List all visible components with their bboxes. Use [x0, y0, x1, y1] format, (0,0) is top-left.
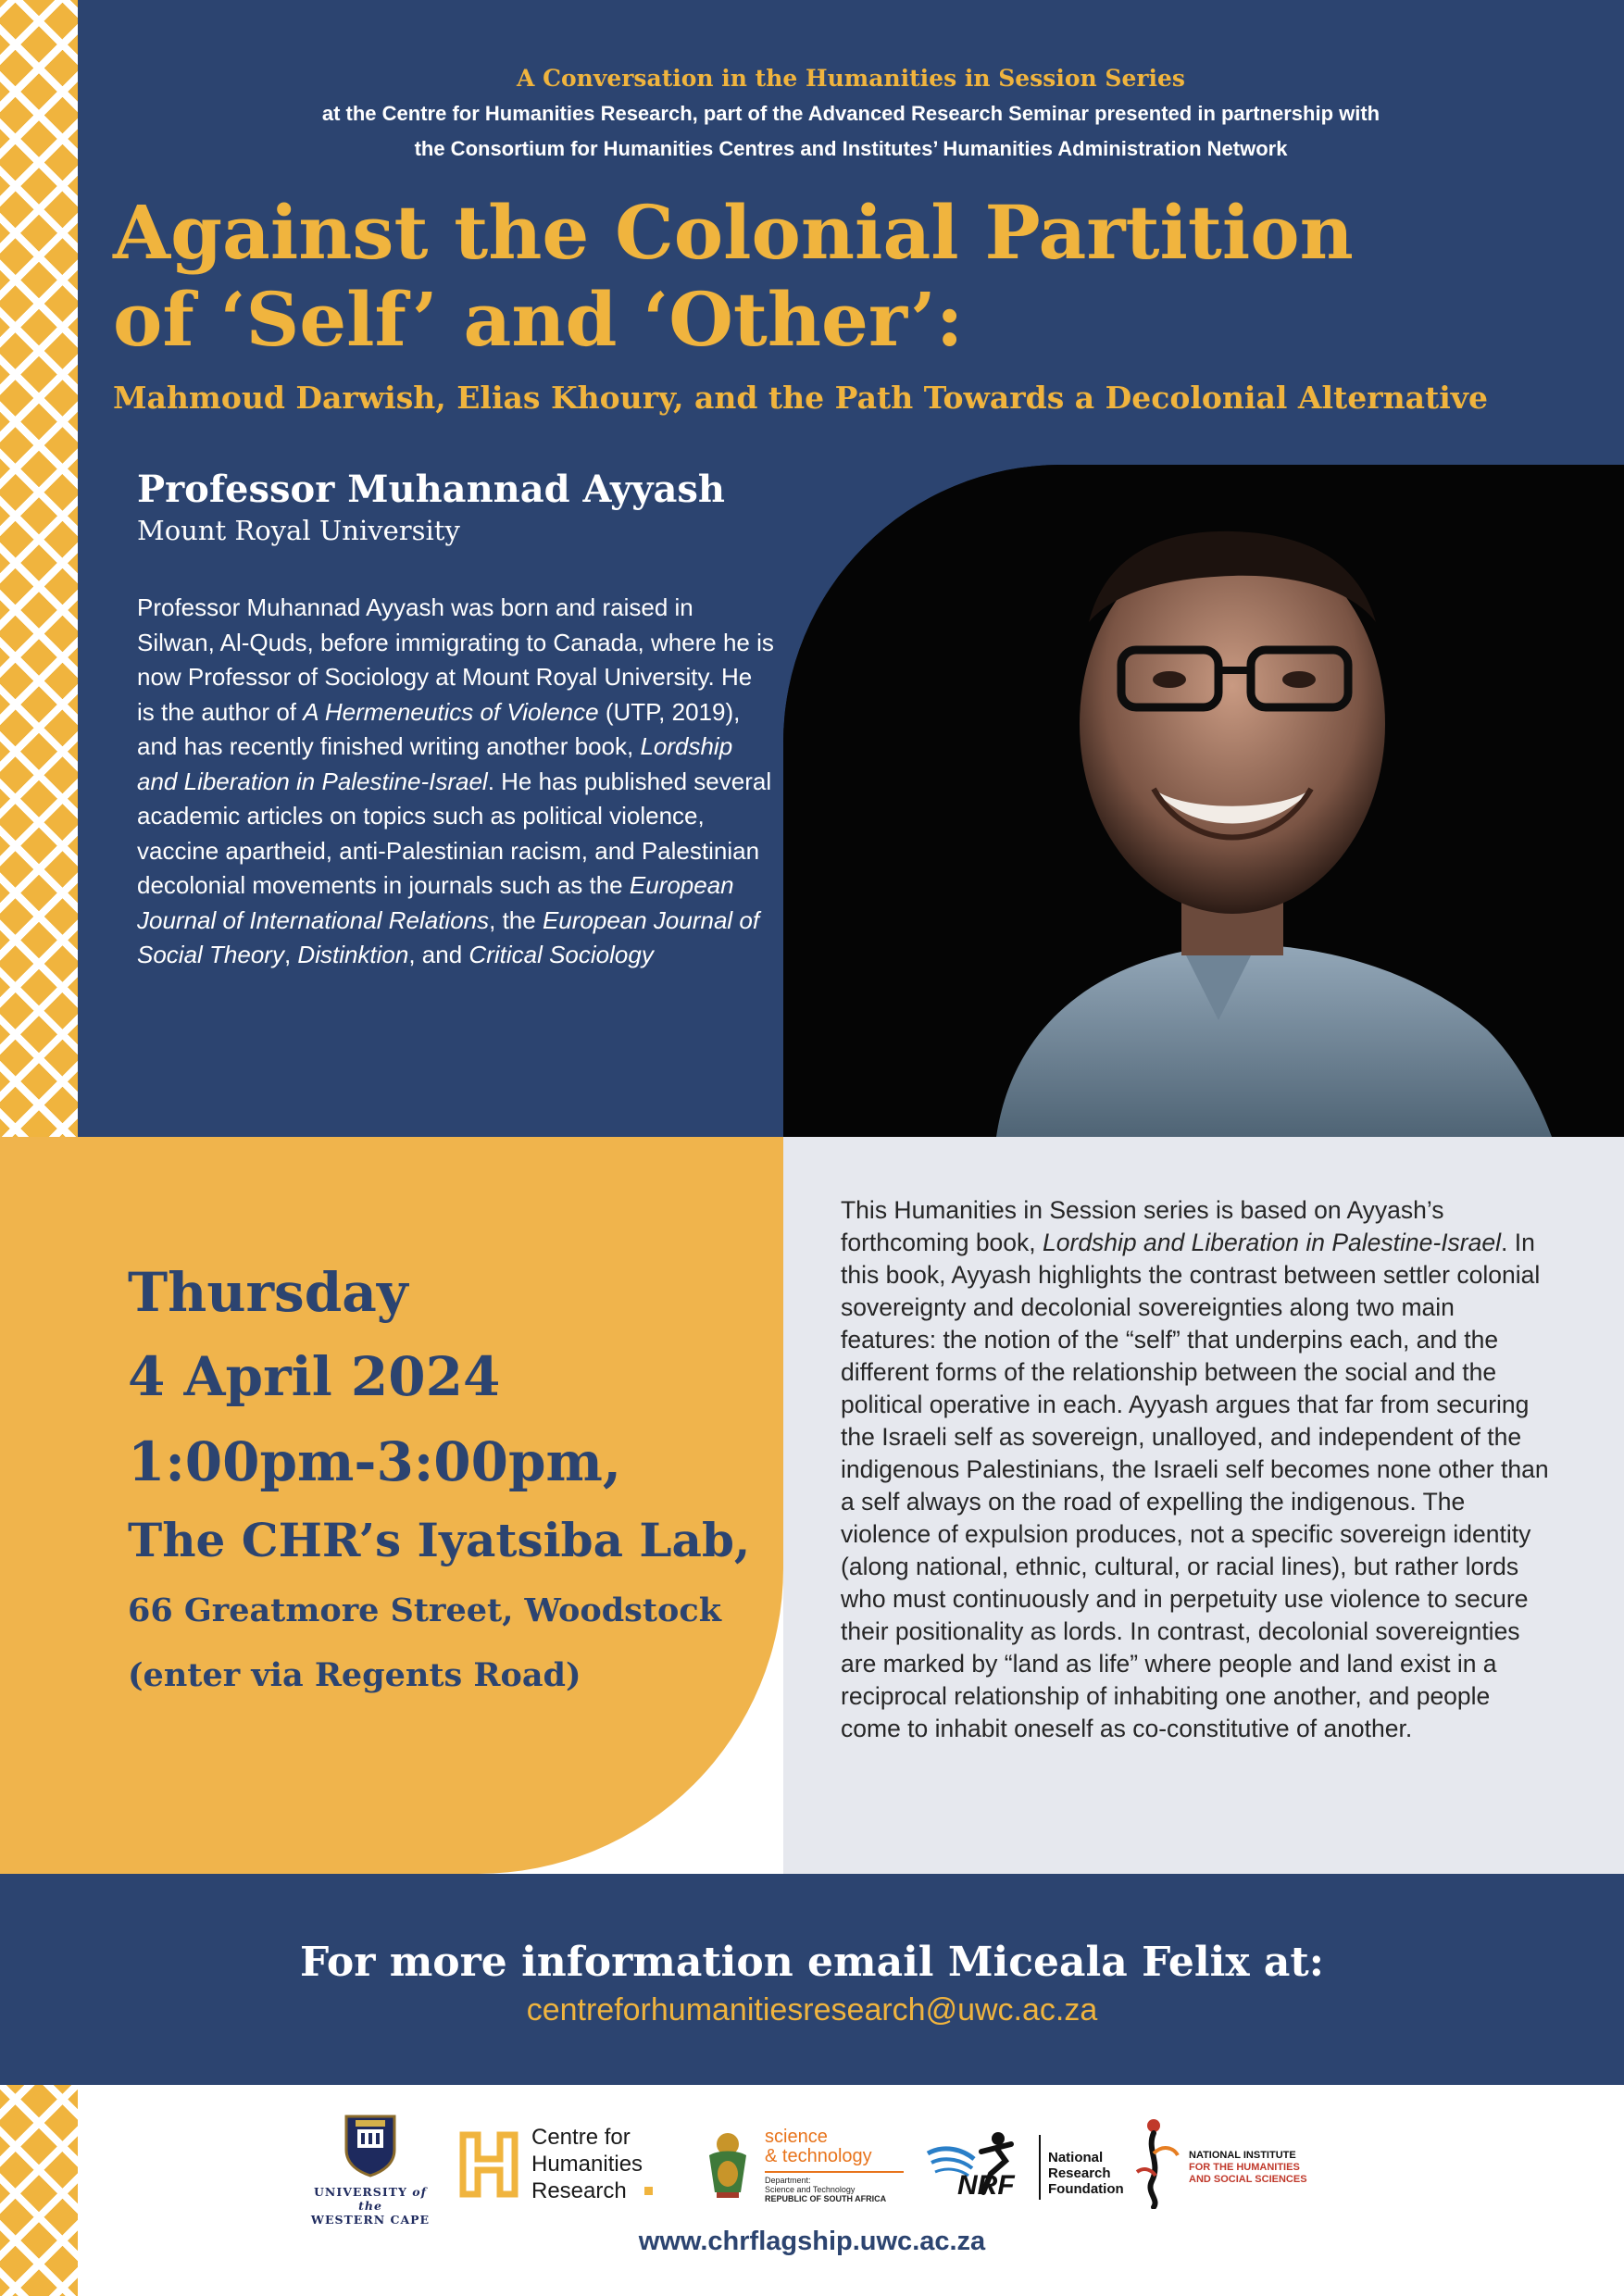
- dst-logo-line3: Department:: [765, 2176, 811, 2185]
- partner-line-2: the Consortium for Humanities Centres and Institutes’ Humanities Administration Network: [414, 137, 1288, 160]
- nihss-logo-line3: AND SOCIAL SCIENCES: [1189, 2174, 1307, 2185]
- dst-logo-line4: Science and Technology: [765, 2185, 856, 2194]
- uwc-logo: [306, 2113, 435, 2227]
- title-line-2: of ‘Self’ and ‘Other’:: [113, 276, 964, 363]
- event-address: 66 Greatmore Street, Woodstock: [128, 1591, 721, 1629]
- event-details-panel: [0, 1137, 783, 1874]
- speaker-portrait-illustration: [783, 465, 1624, 1137]
- dst-logo-divider: [765, 2171, 904, 2173]
- description-text: This Humanities in Session series is based on Ayyash’s forthcoming book,: [841, 1196, 1444, 1256]
- event-date: 4 April 2024: [128, 1345, 501, 1408]
- event-description: [841, 1194, 1555, 1745]
- nihss-logo-line2: FOR THE HUMANITIES: [1189, 2162, 1300, 2173]
- nihss-logo-line1: NATIONAL INSTITUTE: [1189, 2150, 1296, 2161]
- title-line-1: Against the Colonial Partition: [113, 189, 1354, 276]
- bio-text: Professor Muhannad Ayyash was born and raised in Silwan, Al-Quds, before immigrating to Canada, where he is now Professor of Sociology at Mount Royal University. He is the author of: [137, 593, 774, 726]
- chr-logo-icon: [459, 2131, 518, 2198]
- uwc-logo-line2: WESTERN CAPE: [310, 2213, 431, 2227]
- description-text: . In this book, Ayyash highlights the contrast between settler colonial sovereignty and decolonial sovereignties along two main features: the notion of the “self” that underpins each, and the different forms of the relationship between the social and the political operative in each. Ayyash argues that far from securing the Israeli self as sovereign, unalloyed, and independent of the indigenous Palestinians, the Israeli self becomes none other than a self always on the road of expelling the indigenous. The violence of expulsion produces, not a specific sovereign identity (along national, ethnic, cultural, or racial lines), but rather lords who must continuously and in perpetuity use violence to secure their positionality as lords. In contrast, decolonial sovereignties are marked by “land as life” where people and land exist in a reciprocal relationship of inhabiting one another, and people come to inhabit oneself as co-constitutive of another.: [841, 1229, 1549, 1742]
- speaker-photo: [783, 465, 1624, 1137]
- event-time: 1:00pm-3:00pm,: [128, 1430, 622, 1493]
- speaker-bio: [137, 591, 776, 973]
- dst-logo-line5: REPUBLIC OF SOUTH AFRICA: [765, 2194, 887, 2203]
- sa-coat-of-arms-icon: [700, 2128, 756, 2202]
- dst-logo-line2: & technology: [765, 2146, 872, 2166]
- bio-text: ,: [283, 941, 298, 968]
- series-label: A Conversation in the Humanities in Session Series: [516, 65, 1186, 92]
- bio-text: (UTP, 2019), and has recently finished writing another book,: [137, 697, 741, 760]
- bio-journal-title: European Journal of International Relations: [137, 871, 734, 934]
- nrf-logo-line3: Foundation: [1048, 2181, 1124, 2197]
- nrf-logo-line1: National: [1048, 2150, 1104, 2165]
- bio-journal-title: European Journal of Social Theory: [137, 905, 760, 968]
- chr-logo-line2: Humanities: [531, 2152, 643, 2177]
- chr-logo: [459, 2124, 663, 2207]
- decorative-border-bottom: [0, 2085, 78, 2296]
- bio-book-title: Lordship and Liberation in Palestine-Israel: [137, 732, 733, 795]
- decorative-border-top: [0, 0, 78, 1137]
- event-subtitle: Mahmoud Darwish, Elias Khoury, and the Path Towards a Decolonial Alternative: [113, 380, 1488, 416]
- nrf-logo-line2: Research: [1048, 2165, 1111, 2181]
- bio-journal-title: Distinktion: [297, 941, 409, 968]
- uwc-logo-line1: UNIVERSITY: [314, 2185, 407, 2199]
- dst-logo: [700, 2128, 913, 2211]
- uwc-logo-of-the: of the: [358, 2185, 427, 2213]
- contact-heading: For more information email Miceala Felix at:: [300, 1939, 1324, 1986]
- nihss-logo: [1133, 2116, 1337, 2209]
- event-venue: The CHR’s Iyatsiba Lab,: [128, 1513, 751, 1567]
- dst-logo-line1: science: [765, 2127, 828, 2147]
- nihss-figure-icon: [1133, 2116, 1183, 2209]
- contact-email[interactable]: centreforhumanitiesresearch@uwc.ac.za: [526, 1992, 1098, 2028]
- chr-logo-dot: [644, 2187, 653, 2195]
- bio-text: . He has published several academic articles on topics such as political violence, vaccine apartheid, anti-Palestinian racism, and Palestinian decolonial movements in journals such as the: [137, 767, 772, 899]
- bio-book-title: A Hermeneutics of Violence: [303, 697, 599, 726]
- event-day: Thursday: [128, 1261, 408, 1324]
- partner-line-1: at the Centre for Humanities Research, part of the Advanced Research Seminar presented in partnership with: [321, 102, 1380, 125]
- speaker-name: Professor Muhannad Ayyash: [137, 468, 725, 511]
- chr-logo-line1: Centre for: [531, 2125, 631, 2150]
- nrf-logo-divider: [1039, 2135, 1041, 2200]
- website-link[interactable]: www.chrflagship.uwc.ac.za: [638, 2227, 986, 2256]
- chr-logo-line3: Research: [531, 2178, 627, 2203]
- bio-text: , and: [408, 941, 469, 968]
- event-title: [113, 189, 1594, 363]
- uwc-crest-icon: [343, 2113, 398, 2177]
- event-entrance: (enter via Regents Road): [128, 1656, 581, 1694]
- bio-journal-title: Critical Sociology: [468, 941, 654, 968]
- bio-text: , the: [489, 905, 543, 934]
- nrf-logo-mark: NRF: [957, 2170, 1015, 2201]
- speaker-affiliation: Mount Royal University: [137, 515, 460, 546]
- description-book-title: Lordship and Liberation in Palestine-Israel: [1043, 1229, 1501, 1256]
- nrf-logo: [926, 2126, 1130, 2209]
